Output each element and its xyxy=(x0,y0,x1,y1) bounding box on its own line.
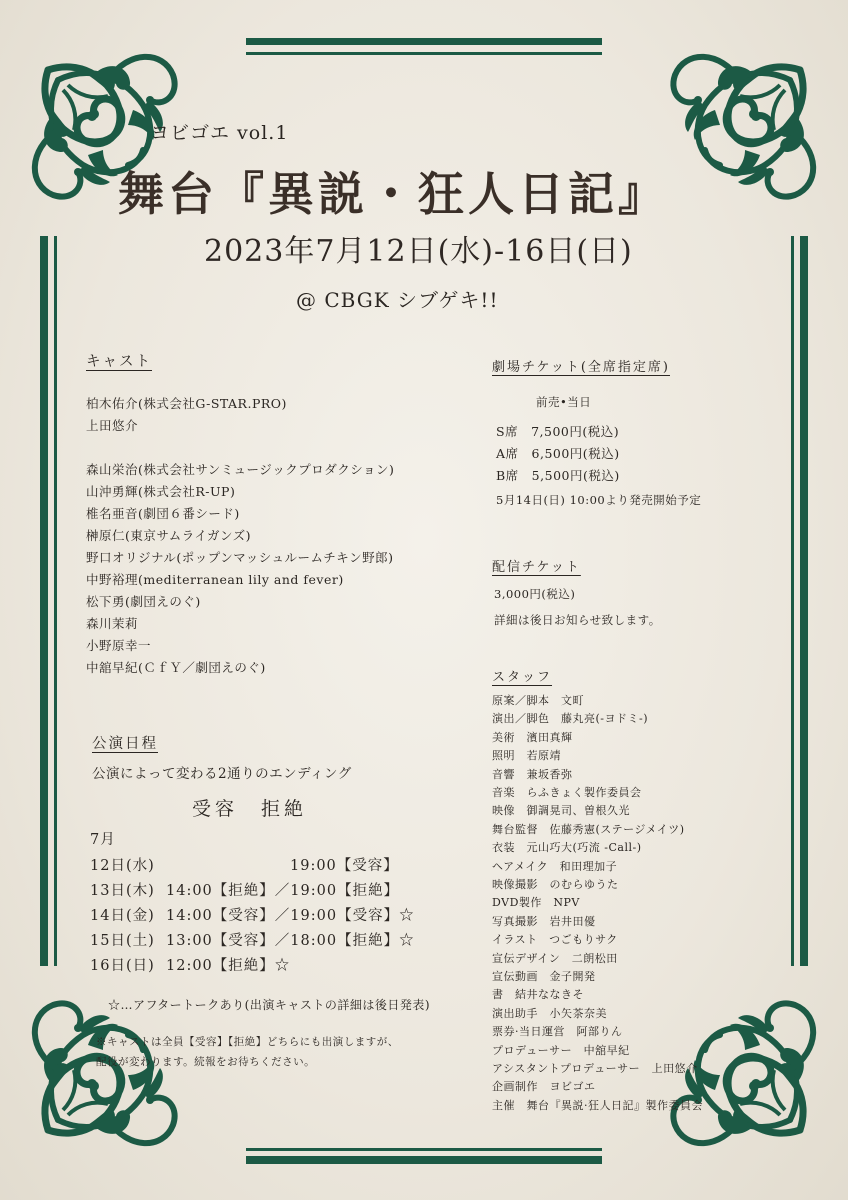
staff-credit: 演出助手 小矢茶奈美 xyxy=(492,1006,607,1020)
schedule-day: 13日(木) xyxy=(90,883,155,899)
cast-member: 椎名亜音(劇団６番シード) xyxy=(86,506,240,521)
schedule-day: 16日(日) xyxy=(90,958,155,974)
schedule-slots: 14:00【拒絶】／19:00【拒絶】 xyxy=(166,883,400,899)
endings-label: 受容 拒絶 xyxy=(192,798,308,820)
cast-member: 小野原幸一 xyxy=(86,638,152,653)
staff-credit: 宣伝動画 金子開発 xyxy=(492,970,596,983)
staff-credit: 票券·当日運営 阿部りん xyxy=(492,1025,623,1039)
staff-heading: スタッフ xyxy=(492,670,553,685)
ticket-sale-date: 5月14日(日) 10:00より発売開始予定 xyxy=(496,493,702,507)
cast-member: 上田悠介 xyxy=(86,418,139,433)
schedule-intro: 公演によって変わる2通りのエンディング xyxy=(92,766,352,782)
ticket-price: A席 6,500円(税込) xyxy=(496,446,620,461)
staff-credit: ヘアメイク 和田理加子 xyxy=(492,859,618,873)
cast-member: 森山栄治(株式会社サンミュージックプロダクション) xyxy=(86,462,395,477)
staff-credit: 舞台監督 佐藤秀憲(ステージメイツ) xyxy=(492,822,685,836)
staff-credit: 映像撮影 のむらゆうた xyxy=(492,878,619,891)
staff-credit: 演出／脚色 藤丸亮(-ヨドミ-) xyxy=(492,712,649,726)
streaming-note: 詳細は後日お知らせ致します。 xyxy=(494,613,661,627)
cast-note: 配役が変わります。続報をお待ちください。 xyxy=(96,1056,316,1068)
show-title: 舞台『異説・狂人日記』 xyxy=(118,167,668,221)
cast-member: 中野裕理(mediterranean lily and fever) xyxy=(86,572,344,587)
staff-credit: 美術 濱田真輝 xyxy=(492,730,573,744)
cast-heading: キャスト xyxy=(86,354,152,370)
schedule-slots: 12:00【拒絶】☆ xyxy=(166,958,291,974)
staff-credit: 企画制作 ヨビゴエ xyxy=(492,1080,596,1094)
staff-credit: DVD製作 NPV xyxy=(492,896,580,910)
schedule-slots: 14:00【受容】／19:00【受容】☆ xyxy=(166,908,415,924)
staff-credit: 照明 若原靖 xyxy=(492,749,561,763)
staff-credit: 書 結井ななきそ xyxy=(492,988,584,1002)
schedule-day: 15日(土) xyxy=(90,933,155,949)
venue: @ CBGK シブゲキ!! xyxy=(296,288,499,312)
staff-credit: アシスタントプロデューサー 上田悠介 xyxy=(492,1062,698,1075)
staff-credit: 音響 兼坂香弥 xyxy=(492,767,573,781)
schedule-day: 14日(金) xyxy=(90,908,155,924)
staff-credit: 宣伝デザイン 二朗松田 xyxy=(492,951,618,965)
cast-member: 榊原仁(東京サムライガンズ) xyxy=(86,528,252,543)
cast-member: 松下勇(劇団えのぐ) xyxy=(86,594,201,609)
staff-credit: 原案／脚本 文町 xyxy=(492,694,584,707)
cast-member: 中舘早紀(ＣｆＹ／劇団えのぐ) xyxy=(86,660,266,675)
series-name: ヨビゴエ vol.1 xyxy=(150,122,289,144)
ticket-price: B席 5,500円(税込) xyxy=(496,468,620,483)
schedule-heading: 公演日程 xyxy=(92,736,158,752)
cast-member: 野口オリジナル(ポップンマッシュルームチキン野郎) xyxy=(86,550,394,565)
after-talk-note: ☆…アフタートークあり(出演キャストの詳細は後日発表) xyxy=(108,998,431,1012)
staff-credit: 衣装 元山巧大(巧流 -Call-) xyxy=(492,841,642,855)
schedule-month: 7月 xyxy=(90,832,116,848)
tickets-heading: 劇場チケット(全席指定席) xyxy=(492,360,670,375)
cast-member: 森川茉莉 xyxy=(86,616,139,631)
streaming-heading: 配信チケット xyxy=(492,560,581,575)
staff-credit: プロデューサー 中舘早紀 xyxy=(492,1043,630,1057)
ticket-price: S席 7,500円(税込) xyxy=(496,424,620,439)
staff-credit: 主催 舞台『異説·狂人日記』製作委員会 xyxy=(492,1098,703,1112)
schedule-slots: 13:00【受容】／18:00【拒絶】☆ xyxy=(166,933,415,949)
schedule-day: 12日(水) xyxy=(90,858,155,874)
cast-note: ※キャストは全員【受容】【拒絶】どちらにも出演しますが、 xyxy=(96,1036,399,1048)
tickets-subheading: 前売•当日 xyxy=(536,395,592,409)
staff-credit: 写真撮影 岩井田優 xyxy=(492,914,596,928)
staff-credit: イラスト つごもりサク xyxy=(492,933,618,947)
cast-member: 山沖勇輝(株式会社R-UP) xyxy=(86,484,236,499)
staff-credit: 音楽 らふきょく製作委員会 xyxy=(492,786,642,799)
schedule-slots: 19:00【受容】 xyxy=(290,858,399,874)
cast-member: 柏木佑介(株式会社G-STAR.PRO) xyxy=(86,396,287,411)
staff-credit: 映像 御調晃司、曽根久光 xyxy=(492,804,630,818)
performance-dates: 2023年7月12日(水)-16日(日) xyxy=(204,234,633,269)
streaming-price: 3,000円(税込) xyxy=(494,587,576,601)
